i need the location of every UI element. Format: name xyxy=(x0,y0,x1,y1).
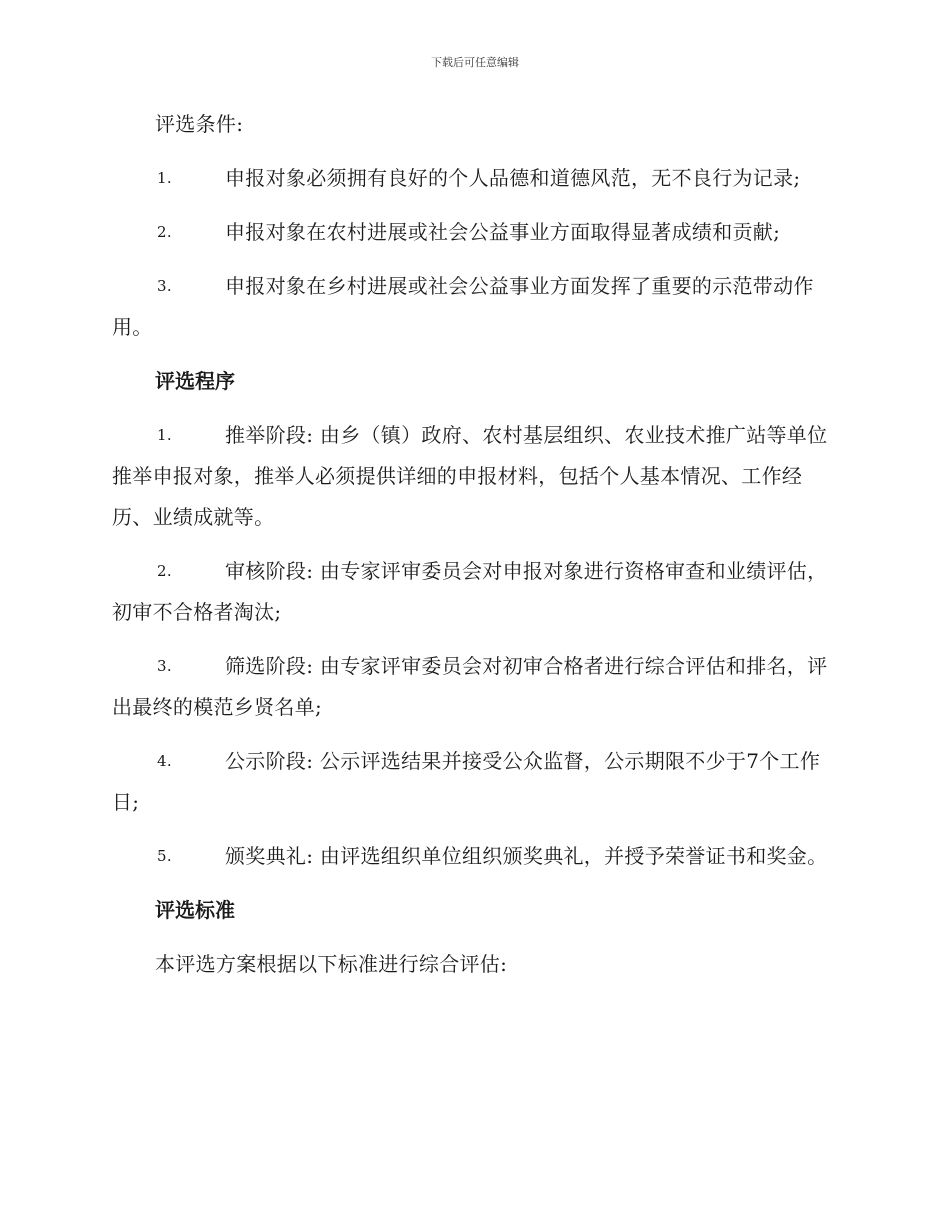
criteria-item-3 xyxy=(112,266,836,348)
criteria-item-1 xyxy=(112,158,836,199)
procedure-item-2 xyxy=(112,551,836,633)
criteria-item-2 xyxy=(112,212,836,253)
list-number: 1. xyxy=(157,169,172,187)
procedure-item-1 xyxy=(112,415,836,538)
list-item-text: 审核阶段: 由专家评审委员会对申报对象进行资格审查和业绩评估，初审不合格者淘汰; xyxy=(112,559,828,624)
list-item-text: 颁奖典礼: 由评选组织单位组织颁奖典礼，并授予荣誉证书和奖金。 xyxy=(225,844,828,868)
list-item-text: 公示阶段: 公示评选结果并接受公众监督，公示期限不少于7个工作日; xyxy=(112,749,821,814)
list-number: 4. xyxy=(157,752,172,770)
list-number: 3. xyxy=(157,277,172,295)
list-number: 2. xyxy=(157,223,172,241)
list-item-text: 申报对象在乡村进展或社会公益事业方面发挥了重要的示范带动作用。 xyxy=(112,274,814,339)
list-number: 2. xyxy=(157,562,172,580)
procedure-item-3 xyxy=(112,646,836,728)
procedure-item-5 xyxy=(112,836,836,877)
standards-intro: 本评选方案根据以下标准进行综合评估: xyxy=(155,952,508,976)
list-item-text: 申报对象在农村进展或社会公益事业方面取得显著成绩和贡献; xyxy=(225,220,781,244)
list-number: 3. xyxy=(157,657,172,675)
page-header: 下载后可任意编辑 xyxy=(431,56,519,69)
procedure-item-4 xyxy=(112,741,836,823)
document-body xyxy=(112,104,836,998)
list-item-text: 推举阶段: 由乡（镇）政府、农村基层组织、农业技术推广站等单位推举申报对象，推举人必须提供详细的申报材料，包括个人基本情况、工作经历、业绩成就等。 xyxy=(112,423,828,529)
list-number: 5. xyxy=(157,847,172,865)
procedure-heading: 评选程序 xyxy=(155,369,235,393)
list-item-text: 申报对象必须拥有良好的个人品德和道德风范，无不良行为记录; xyxy=(225,166,801,190)
list-number: 1. xyxy=(157,426,172,444)
criteria-title: 评选条件: xyxy=(155,112,244,136)
list-item-text: 筛选阶段: 由专家评审委员会对初审合格者进行综合评估和排名，评出最终的模范乡贤名单; xyxy=(112,654,828,719)
standards-heading: 评选标准 xyxy=(155,898,235,922)
